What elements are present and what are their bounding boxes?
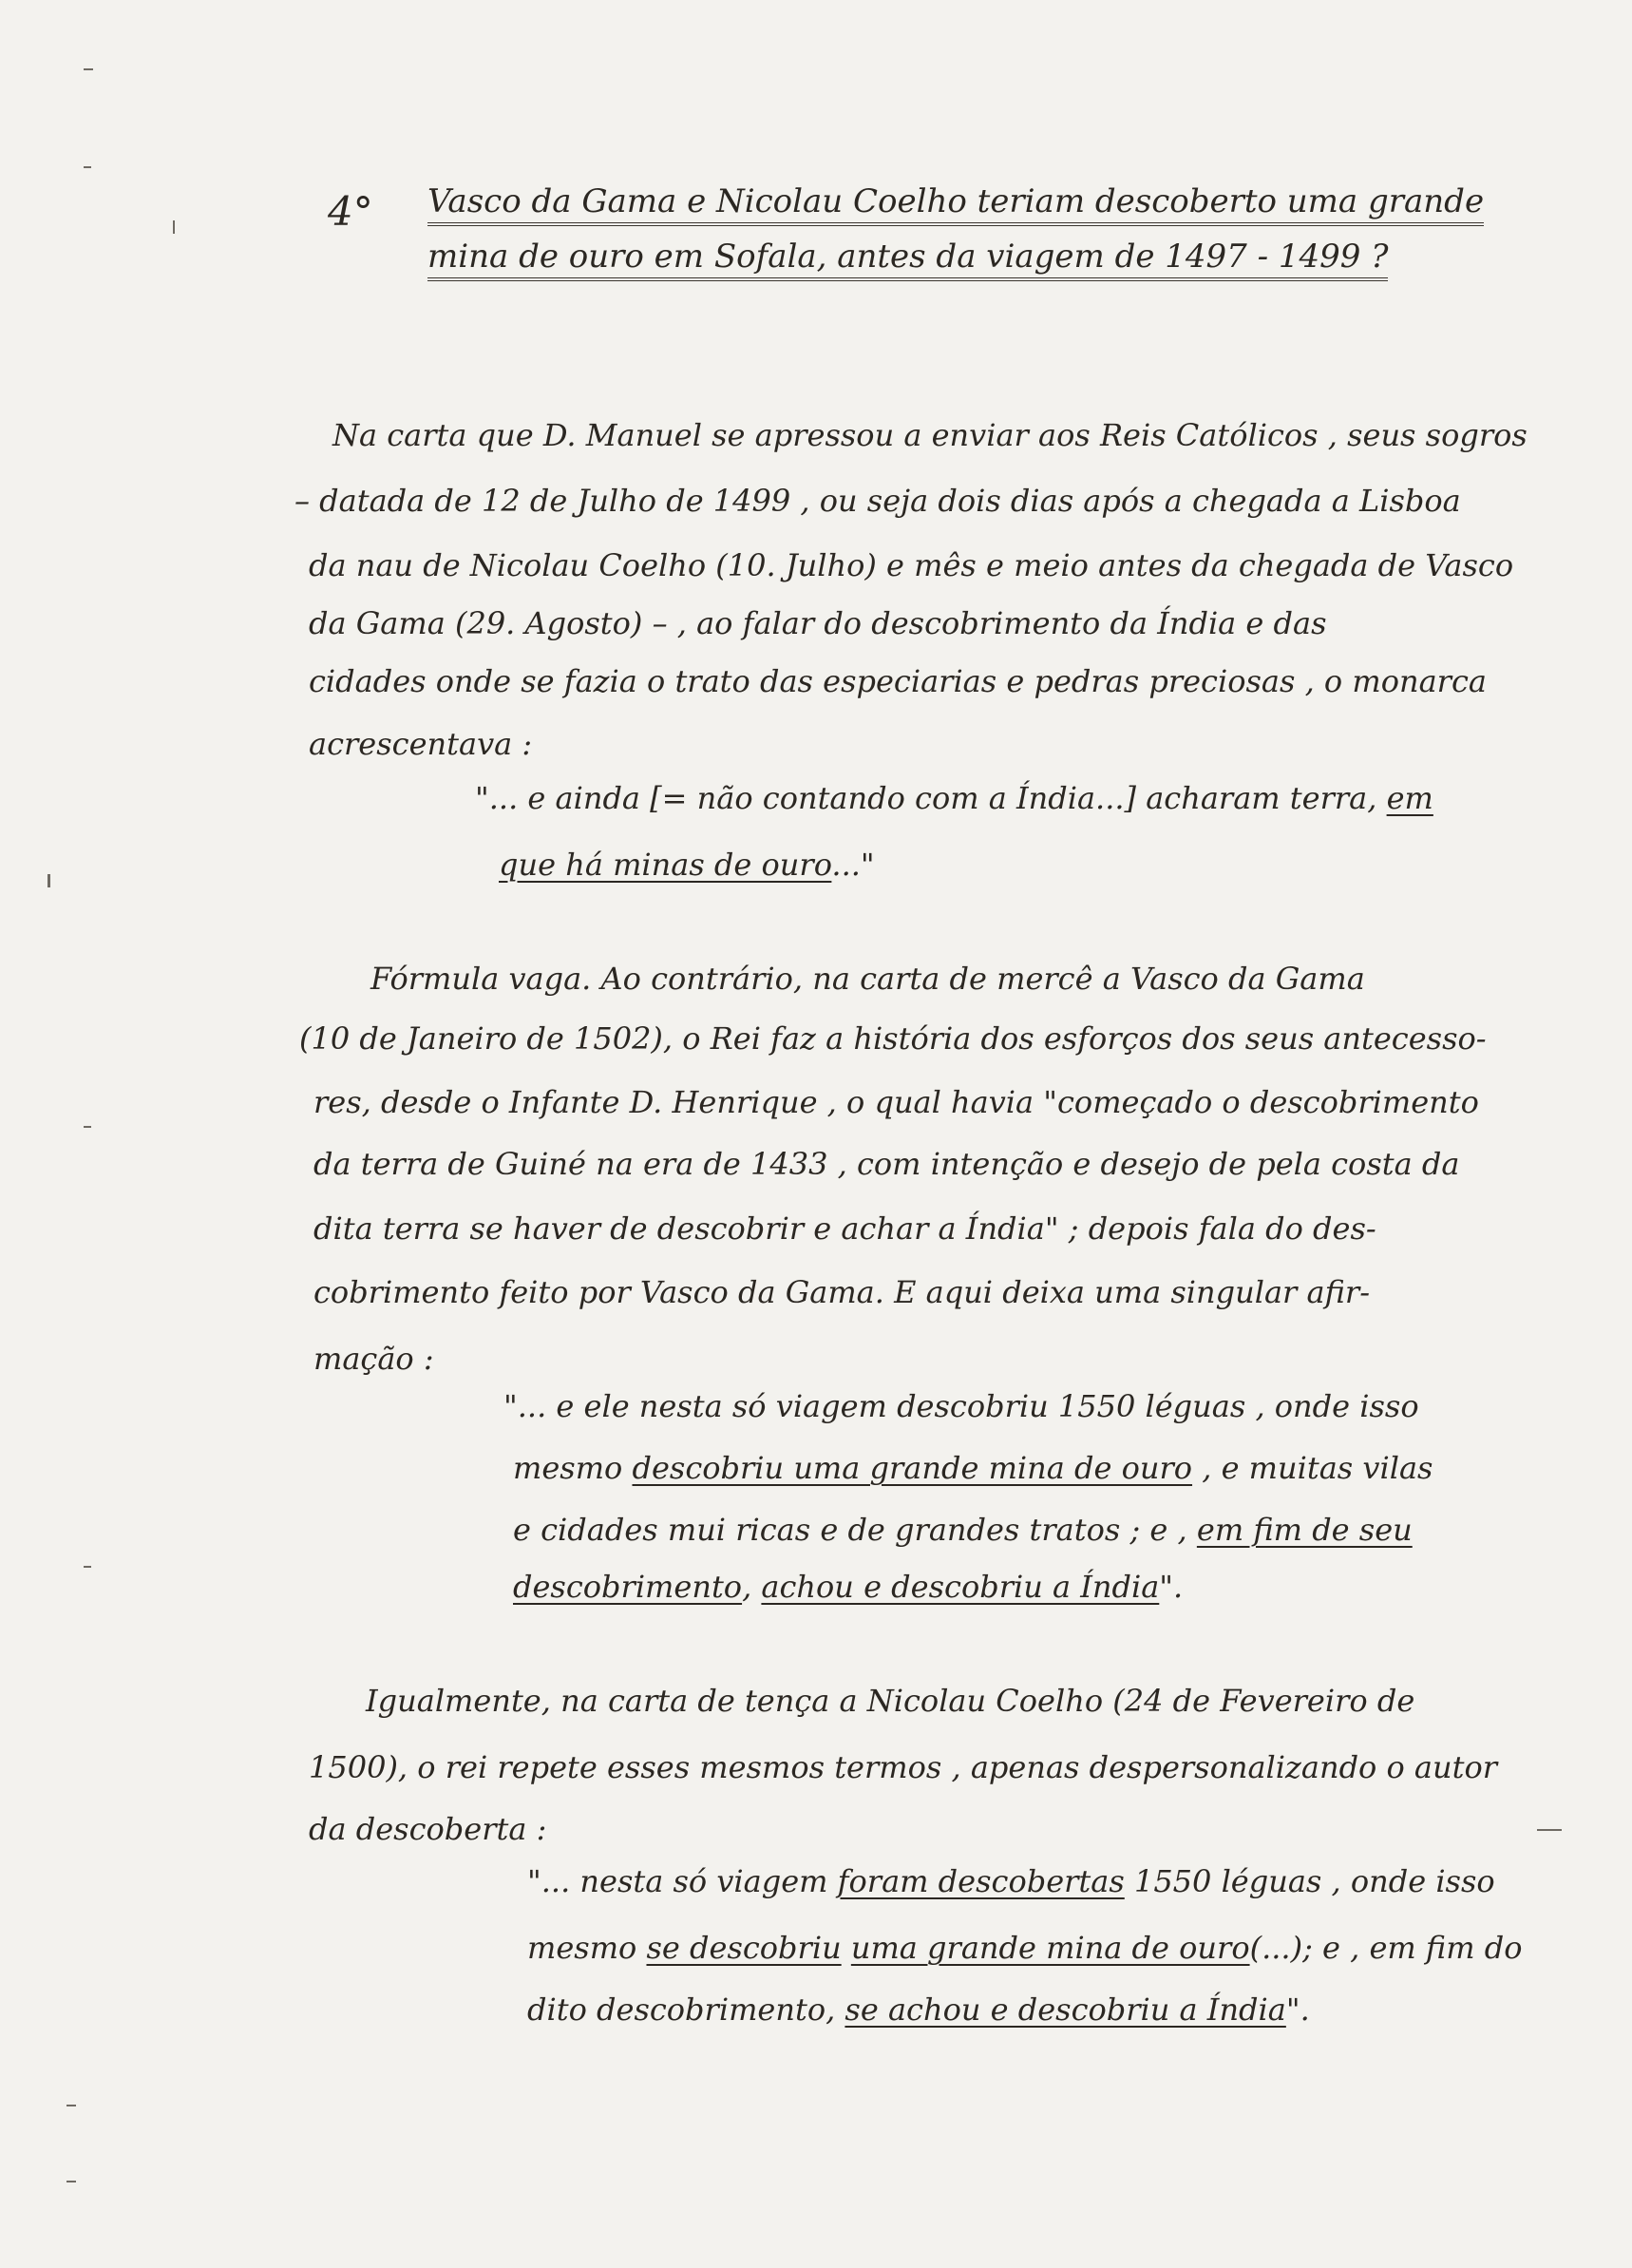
para2-line: res, desde o Infante D. Henrique , o qual havia "começado o descobrimento — [313, 1084, 1479, 1120]
quote2-text: e cidades mui ricas e de grandes tratos ; e , — [513, 1512, 1197, 1548]
para3-line: 1500), o rei repete esses mesmos termos , apenas despersonalizando o autor — [309, 1749, 1498, 1785]
margin-mark — [84, 1566, 91, 1568]
para1-line: cidades onde se fazia o trato das especiarias e pedras preciosas , o monarca — [309, 663, 1487, 699]
quote2-text: mesmo — [513, 1450, 633, 1486]
quote3-underlined: se achou e descobriu a Índia — [844, 1992, 1286, 2028]
quote2-line — [513, 1511, 1413, 1549]
para3-line: Igualmente, na carta de tença a Nicolau Coelho (24 de Fevereiro de — [366, 1683, 1415, 1719]
para1-line: Na carta que D. Manuel se apressou a enviar aos Reis Católicos , seus sogros — [332, 417, 1528, 453]
quote3-text — [842, 1930, 851, 1966]
quote3-underlined: uma grande mina de ouro — [850, 1930, 1250, 1966]
quote1-underlined: que há minas de ouro — [499, 847, 832, 883]
quote2-line — [513, 1449, 1433, 1487]
para1-line: da nau de Nicolau Coelho (10. Julho) e mês e meio antes da chegada de Vasco — [309, 547, 1514, 583]
quote1-text: ..." — [831, 847, 875, 883]
para1-line: da Gama (29. Agosto) – , ao falar do descobrimento da Índia e das — [309, 605, 1327, 641]
margin-mark — [66, 2105, 76, 2106]
margin-mark — [84, 68, 93, 70]
margin-mark — [84, 166, 91, 168]
quote2-underlined: achou e descobriu a Índia — [761, 1569, 1160, 1605]
quote2-line — [513, 1568, 1183, 1606]
quote3-text: "... nesta só viagem — [527, 1863, 838, 1899]
quote2-text: , — [742, 1569, 762, 1605]
quote2-underlined: descobriu uma grande mina de ouro — [632, 1450, 1193, 1486]
margin-mark — [47, 874, 50, 887]
para2-line: Fórmula vaga. Ao contrário, na carta de mercê a Vasco da Gama — [370, 961, 1365, 997]
margin-mark — [1537, 1829, 1562, 1831]
para1-line: – datada de 12 de Julho de 1499 , ou seja dois dias após a chegada a Lisboa — [294, 483, 1461, 519]
quote3-text: dito descobrimento, — [527, 1992, 845, 2028]
para2-line: da terra de Guiné na era de 1433 , com intenção e desejo de pela costa da — [313, 1146, 1460, 1182]
title-line — [427, 238, 1388, 276]
quote3-text: 1550 léguas , onde isso — [1124, 1863, 1495, 1899]
title-line-2: mina de ouro em Sofala, antes da viagem de 1497 - 1499 ? — [427, 238, 1388, 281]
para2-line: mação : — [313, 1341, 434, 1377]
title-line — [427, 182, 1484, 220]
quote2-underlined: descobrimento — [513, 1569, 743, 1605]
quote3-underlined: se descobriu — [646, 1930, 842, 1966]
margin-mark — [173, 220, 175, 234]
para2-line: (10 de Janeiro de 1502), o Rei faz a história dos esforços dos seus antecesso- — [299, 1020, 1487, 1057]
quote3-line — [527, 1862, 1495, 1900]
quote2-line: "... e ele nesta só viagem descobriu 1550 léguas , onde isso — [503, 1388, 1419, 1424]
quote3-underlined: foram descobertas — [837, 1863, 1125, 1899]
para1-line: acrescentava : — [309, 726, 533, 762]
para2-line: cobrimento feito por Vasco da Gama. E aqui deixa uma singular afir- — [313, 1274, 1371, 1310]
quote3-line — [527, 1991, 1310, 2029]
margin-mark — [84, 1126, 91, 1128]
quote3-text: (...); e , em fim do — [1249, 1930, 1523, 1966]
quote1-text: "... e ainda [= não contando com a Índia...] acharam terra, — [475, 780, 1387, 816]
quote3-text: mesmo — [527, 1930, 647, 1966]
para3-line: da descoberta : — [309, 1811, 547, 1847]
quote2-text: ". — [1159, 1569, 1184, 1605]
quote3-text: ". — [1285, 1992, 1310, 2028]
quote2-underlined: em fim de seu — [1196, 1512, 1413, 1548]
quote1-line — [475, 779, 1433, 817]
title-line-1: Vasco da Gama e Nicolau Coelho teriam descoberto uma grande — [427, 182, 1484, 226]
quote1-line — [499, 846, 875, 884]
section-number: 4° — [328, 188, 373, 235]
para2-line: dita terra se haver de descobrir e achar a Índia" ; depois fala do des- — [313, 1210, 1376, 1247]
quote2-text: , e muitas vilas — [1192, 1450, 1433, 1486]
quote3-line — [527, 1929, 1523, 1967]
margin-mark — [66, 2181, 76, 2182]
quote1-underlined: em — [1386, 780, 1433, 816]
